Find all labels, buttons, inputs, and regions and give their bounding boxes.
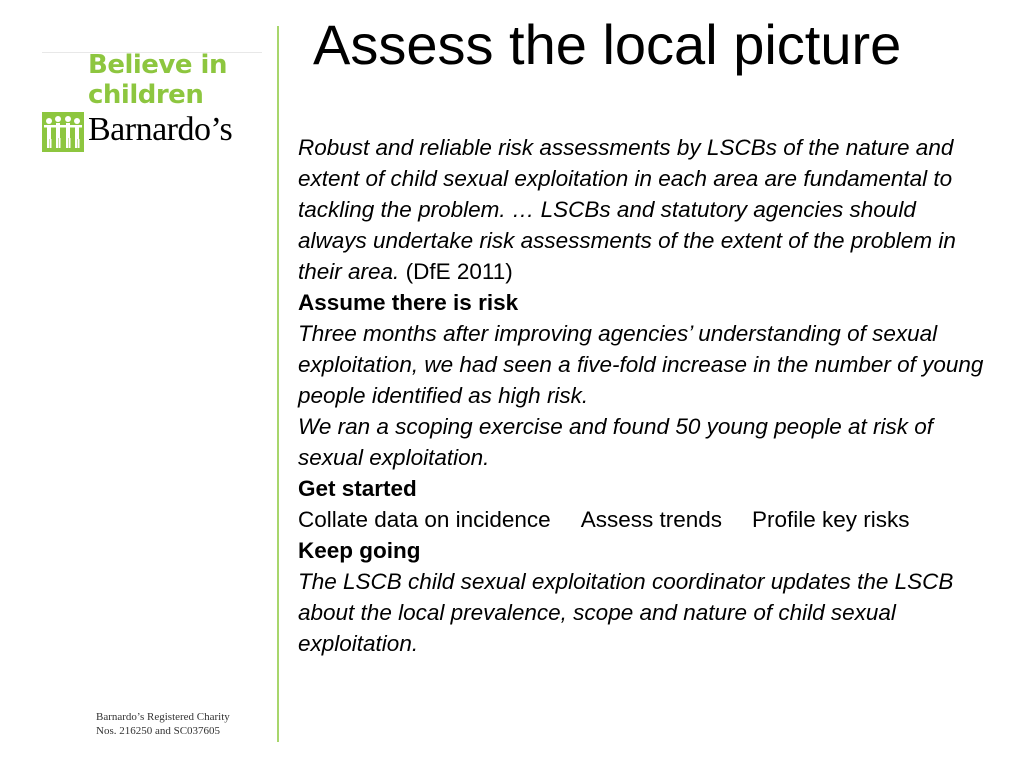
assume-risk-heading: Assume there is risk (298, 290, 519, 315)
keep-going-heading: Keep going (298, 538, 421, 563)
get-started-item-3: Profile key risks (752, 507, 910, 532)
intro-citation: (DfE 2011) (405, 259, 513, 284)
section-assume-risk (298, 287, 988, 473)
get-started-item-1: Collate data on incidence (298, 507, 551, 532)
charity-line-1: Barnardo’s Registered Charity (96, 711, 230, 723)
section-keep-going (298, 535, 988, 659)
get-started-heading: Get started (298, 476, 417, 501)
keep-going-text: The LSCB child sexual exploitation coordinator updates the LSCB about the local prevalence, scope and nature of child sexual exploitation. (298, 569, 954, 656)
tagline-line-1: Believe in (88, 50, 227, 80)
charity-line-2: Nos. 216250 and SC037605 (96, 725, 221, 737)
assume-risk-text-2: We ran a scoping exercise and found 50 young people at risk of sexual exploitation. (298, 414, 933, 470)
branding-sidebar (0, 0, 278, 768)
org-logo-text: Barnardo’s (88, 111, 233, 148)
slide-content (298, 132, 988, 659)
intro-quote: Robust and reliable risk assessments by LSCBs of the nature and extent of child sexual exploitation in each area are fundamental to tackling the problem. … LSCBs and statutory agencies should always undertake risk assessments of the extent of the problem in their area. (298, 135, 956, 284)
get-started-item-2: Assess trends (580, 507, 722, 532)
intro-paragraph (298, 132, 988, 287)
vertical-divider (277, 26, 279, 742)
people-figures-icon (42, 112, 84, 152)
tagline (88, 50, 227, 110)
slide-title: Assess the local picture (313, 13, 902, 76)
charity-registration (96, 710, 230, 738)
tagline-line-2: children (88, 80, 204, 110)
assume-risk-text-1: Three months after improving agencies’ understanding of sexual exploitation, we had seen a five-fold increase in the number of young people identified as high risk. (298, 321, 984, 408)
section-get-started (298, 473, 988, 535)
